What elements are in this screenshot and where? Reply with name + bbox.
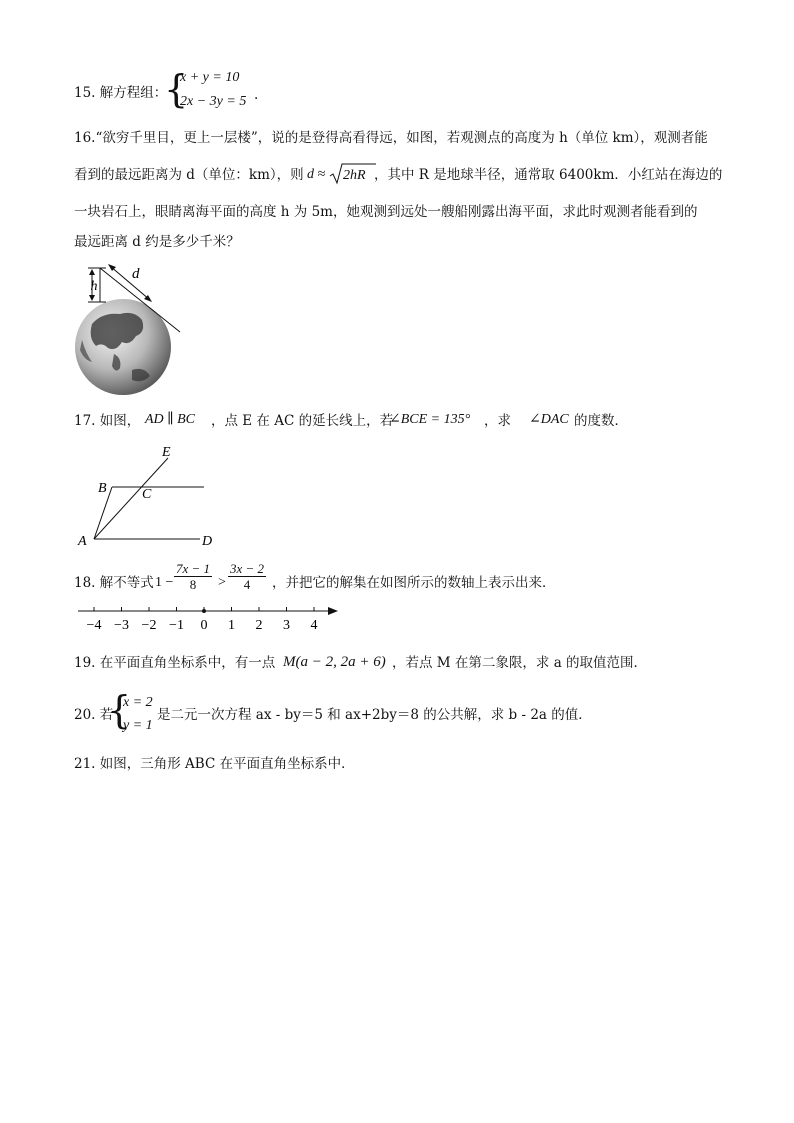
tick-label: 4	[310, 618, 318, 633]
q19-text-a: 19. 在平面直角坐标系中，有一点	[74, 655, 276, 671]
q18-fraction-2	[228, 561, 266, 592]
tick-label: 2	[255, 618, 263, 633]
q15-end: .	[254, 87, 259, 103]
q18-fraction-1	[174, 561, 212, 592]
h-arrow-down	[89, 295, 95, 301]
q16-formula-radicand: 2hR	[343, 168, 366, 183]
q19-text-b: ，若点 M 在第二象限，求 a 的取值范围．	[392, 655, 648, 671]
point-b-label: B	[98, 481, 107, 496]
q18-num2: 3x − 2	[230, 561, 265, 576]
q21-text: 21. 如图，三角形 ABC 在平面直角坐标系中．	[74, 756, 355, 772]
point-e-label: E	[162, 445, 171, 460]
tick-label: −4	[86, 618, 102, 633]
q17-text-d: 的度数．	[574, 413, 628, 429]
q15-eq1: x + y = 10	[180, 70, 240, 85]
q20-brace: {	[107, 688, 132, 732]
q20-eq1: x = 2	[123, 695, 153, 710]
q17-math-angle-bce: ∠BCE = 135°	[389, 412, 471, 427]
tick-label: 1	[228, 618, 235, 633]
q18-text: ，并把它的解集在如图所示的数轴上表示出来．	[272, 575, 556, 591]
q15-brace: {	[164, 67, 189, 111]
q17-text-a: 17. 如图，	[74, 413, 141, 429]
q16-line4: 最远距离 d 约是多少千米？	[74, 234, 240, 250]
point-d-label: D	[202, 534, 213, 549]
tick-label: −1	[169, 618, 184, 633]
tick-label: 3	[283, 618, 290, 633]
axis-arrow	[328, 607, 338, 615]
h-label: h	[90, 279, 98, 294]
d-label: d	[132, 266, 140, 282]
point-a-label: A	[78, 534, 87, 549]
q17-geometry-figure	[72, 440, 222, 550]
q16-line1: 16.“欲穷千里目，更上一层楼”，说的是登得高看得远，如图，若观测点的高度为 h（单位 km），观测者能	[74, 130, 708, 146]
q18-number-line	[74, 604, 344, 634]
h-arrow-up	[89, 269, 95, 275]
tick-label: −2	[141, 618, 157, 633]
q17-math-parallel: AD ∥ BC	[145, 412, 196, 427]
q19-point-m: M(a − 2, 2a + 6)	[283, 654, 386, 670]
q16-line2b: ，其中 R 是地球半径，通常取 6400km．小红站在海边的	[374, 167, 723, 183]
q16-line2a: 看到的最远距离为 d（单位：km），则	[74, 167, 304, 183]
q20-label: 20. 若	[74, 707, 114, 723]
q17-text-b: ，点 E 在 AC 的延长线上，若	[211, 413, 394, 429]
q18-one-minus: 1 −	[155, 575, 174, 590]
d-arrow-line	[110, 266, 150, 300]
q18-den1: 8	[189, 577, 197, 592]
q17-math-angle-dac: ∠DAC	[529, 412, 569, 427]
tick-label: −3	[114, 618, 129, 633]
q16-line3: 一块岩石上，眼睛离海平面的高度 h 为 5m，她观测到远处一艘船刚露出海平面，求此时观测者能看到的	[74, 204, 698, 220]
q15-eq2: 2x − 3y = 5	[180, 94, 247, 109]
q16-globe-figure	[72, 262, 184, 400]
q17-text-c: ，求	[484, 413, 511, 429]
q15-label: 15. 解方程组：	[74, 85, 168, 101]
q20-text: 是二元一次方程 ax - by＝5 和 ax+2by＝8 的公共解，求 b - 2a 的值．	[157, 707, 592, 723]
line-ae	[94, 458, 168, 539]
point-c-label: C	[142, 487, 152, 502]
q20-eq2: y = 1	[123, 718, 153, 733]
origin-dot	[202, 609, 206, 613]
q18-den2: 4	[243, 577, 251, 592]
q18-gt: >	[218, 575, 226, 590]
tick-label: 0	[200, 618, 208, 633]
q16-formula-lhs: d ≈	[307, 167, 326, 182]
q18-num1: 7x − 1	[176, 561, 211, 576]
q18-label: 18. 解不等式	[74, 575, 154, 591]
